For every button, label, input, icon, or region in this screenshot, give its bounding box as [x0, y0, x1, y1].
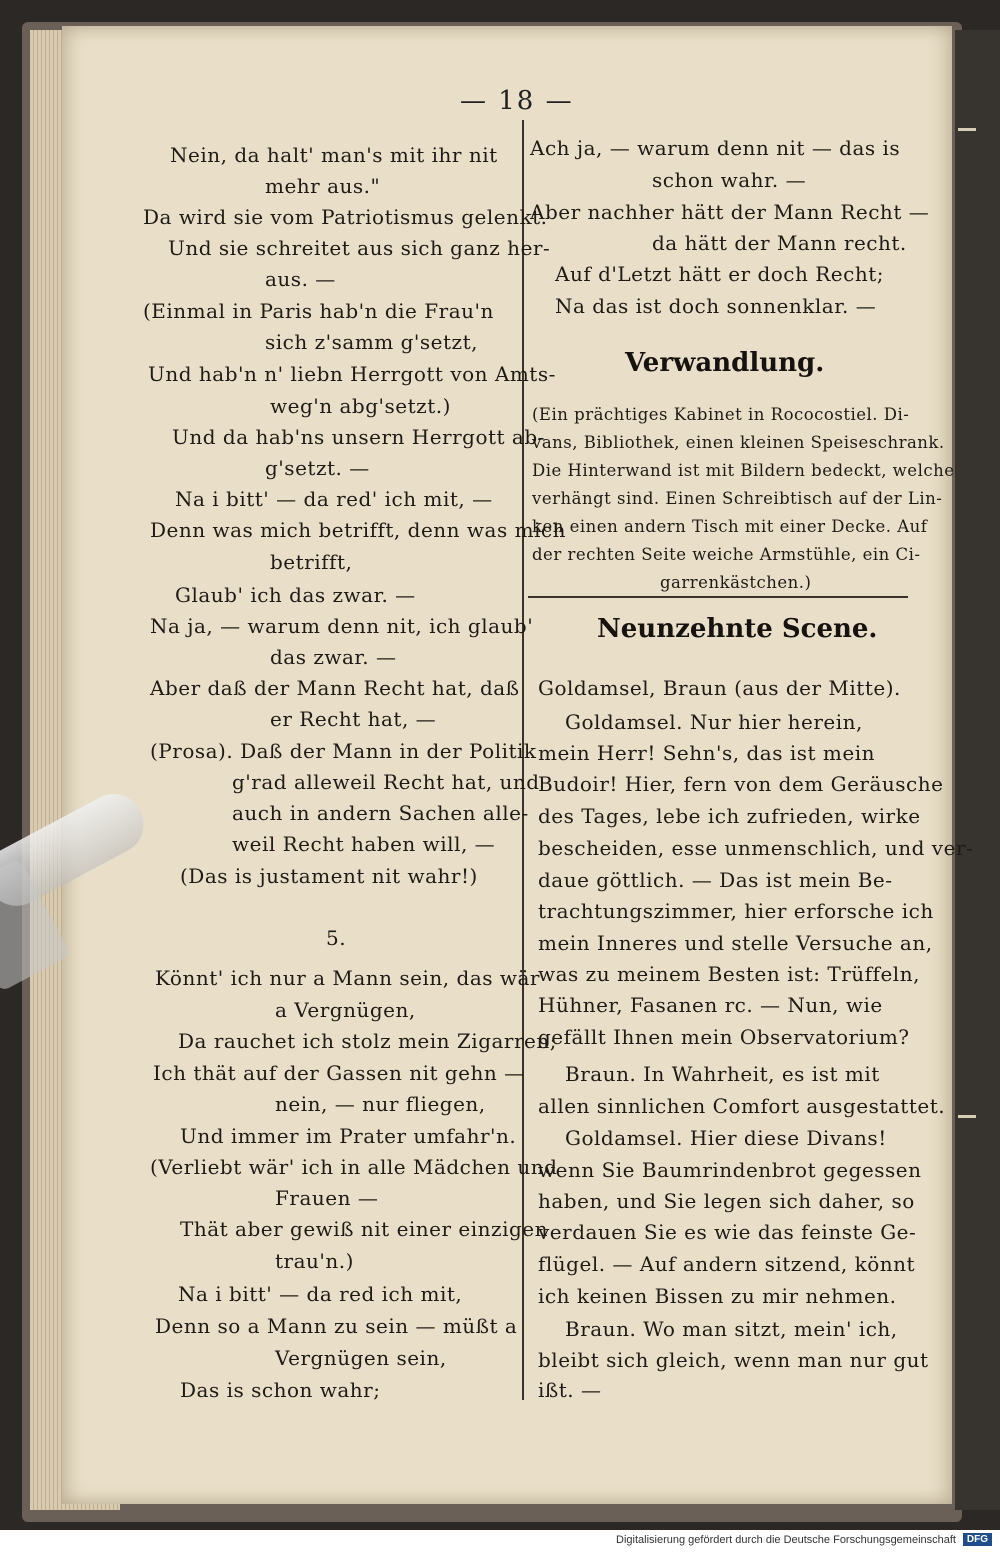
text-line: wenn Sie Baumrindenbrot gegessen — [538, 1158, 922, 1182]
scene-heading: Neunzehnte Scene. — [597, 614, 878, 644]
page-number: — 18 — — [460, 86, 574, 116]
section-divider — [528, 596, 908, 598]
text-line: flügel. — Auf andern sitzend, könnt — [538, 1252, 916, 1276]
transformation-heading: Verwandlung. — [625, 348, 825, 378]
text-line: ken einen andern Tisch mit einer Decke. Auf — [532, 517, 928, 536]
text-line: Die Hinterwand ist mit Bildern bedeckt, welche — [532, 461, 955, 480]
text-line: mein Inneres und stelle Versuche an, — [538, 931, 933, 955]
text-line: weg'n abg'setzt.) — [270, 394, 451, 418]
text-line: Braun. In Wahrheit, es ist mit — [565, 1062, 880, 1086]
text-line: Hühner, Fasanen rc. — Nun, wie — [538, 993, 883, 1017]
text-line: Goldamsel, Braun (aus der Mitte). — [538, 676, 901, 700]
page-tick-mark — [958, 128, 976, 131]
text-line: ißt. — — [538, 1378, 602, 1402]
text-line: nein, — nur fliegen, — [275, 1092, 486, 1116]
text-line: Denn so a Mann zu sein — müßt a — [155, 1314, 518, 1338]
text-line: mein Herr! Sehn's, das ist mein — [538, 741, 875, 765]
text-line: a Vergnügen, — [275, 998, 416, 1022]
dfg-logo: DFG — [963, 1533, 992, 1546]
text-line: er Recht hat, — — [270, 707, 437, 731]
text-line: Goldamsel. Hier diese Divans! — [565, 1126, 887, 1150]
text-line: da hätt der Mann recht. — [652, 231, 907, 255]
text-line: Na i bitt' — da red ich mit, — [178, 1282, 463, 1306]
text-line: mehr aus." — [265, 174, 381, 198]
text-line: (Verliebt wär' ich in alle Mädchen und — [150, 1155, 558, 1179]
text-line: Und immer im Prater umfahr'n. — [180, 1124, 517, 1148]
text-line: Und da hab'ns unsern Herrgott ab- — [172, 425, 545, 449]
text-line: der rechten Seite weiche Armstühle, ein Ci- — [532, 545, 921, 564]
text-line: 5. — [326, 926, 347, 950]
text-line: (Einmal in Paris hab'n die Frau'n — [143, 299, 494, 323]
text-line: Budoir! Hier, fern von dem Geräusche — [538, 772, 944, 796]
text-line: sich z'samm g'setzt, — [265, 330, 478, 354]
text-line: trau'n.) — [275, 1249, 354, 1273]
text-line: betrifft, — [270, 550, 353, 574]
text-line: garrenkästchen.) — [660, 573, 812, 592]
text-line: aus. — — [265, 267, 336, 291]
page-tick-mark — [958, 1115, 976, 1118]
text-line: allen sinnlichen Comfort ausgestattet. — [538, 1094, 946, 1118]
text-line: schon wahr. — — [652, 168, 807, 192]
text-line: bescheiden, esse unmenschlich, und ver- — [538, 836, 974, 860]
text-line: g'rad alleweil Recht hat, und — [232, 770, 540, 794]
text-line: Braun. Wo man sitzt, mein' ich, — [565, 1317, 898, 1341]
text-line: Vergnügen sein, — [275, 1346, 447, 1370]
footer-credit: Digitalisierung gefördert durch die Deutsche Forschungsgemeinschaft — [616, 1534, 956, 1546]
text-line: Auf d'Letzt hätt er doch Recht; — [555, 262, 884, 286]
text-line: Da rauchet ich stolz mein Zigarren; — [178, 1029, 557, 1053]
text-line: Könnt' ich nur a Mann sein, das wär — [155, 966, 540, 990]
text-line: ich keinen Bissen zu mir nehmen. — [538, 1284, 897, 1308]
text-line: (Prosa). Daß der Mann in der Politik — [150, 739, 537, 763]
text-line: Aber daß der Mann Recht hat, daß — [150, 676, 520, 700]
text-line: Das is schon wahr; — [180, 1378, 381, 1402]
text-line: Aber nachher hätt der Mann Recht — — [530, 200, 930, 224]
text-line: Thät aber gewiß nit einer einzigen — [180, 1217, 548, 1241]
text-line: Ach ja, — warum denn nit — das is — [530, 136, 901, 160]
text-line: das zwar. — — [270, 645, 397, 669]
text-line: des Tages, lebe ich zufrieden, wirke — [538, 804, 921, 828]
text-line: Na das ist doch sonnenklar. — — [555, 294, 877, 318]
text-line: (Ein prächtiges Kabinet in Rococostiel. Di- — [532, 405, 910, 424]
text-line: Und sie schreitet aus sich ganz her- — [168, 236, 551, 260]
text-line: Glaub' ich das zwar. — — [175, 583, 416, 607]
text-line: Goldamsel. Nur hier herein, — [565, 710, 863, 734]
text-line: Frauen — — [275, 1186, 379, 1210]
text-line: haben, und Sie legen sich daher, so — [538, 1189, 915, 1213]
text-line: Denn was mich betrifft, denn was mich — [150, 518, 567, 542]
text-line: daue göttlich. — Das ist mein Be- — [538, 868, 893, 892]
text-line: gefällt Ihnen mein Observatorium? — [538, 1025, 910, 1049]
text-line: g'setzt. — — [265, 456, 370, 480]
text-line: Ich thät auf der Gassen nit gehn — — [153, 1061, 525, 1085]
text-line: verhängt sind. Einen Schreibtisch auf der Lin- — [532, 489, 943, 508]
text-line: auch in andern Sachen alle- — [232, 801, 529, 825]
text-line: verdauen Sie es wie das feinste Ge- — [538, 1220, 917, 1244]
text-line: Na i bitt' — da red' ich mit, — — [175, 487, 493, 511]
text-line: vans, Bibliothek, einen kleinen Speiseschrank. — [532, 433, 945, 452]
text-line: bleibt sich gleich, wenn man nur gut — [538, 1348, 929, 1372]
binding-strip — [955, 30, 1000, 1510]
text-line: (Das is justament nit wahr!) — [180, 864, 478, 888]
text-line: Und hab'n n' liebn Herrgott von Amts- — [148, 362, 556, 386]
footer-bar — [0, 1530, 1000, 1554]
text-line: weil Recht haben will, — — [232, 832, 496, 856]
text-line: Nein, da halt' man's mit ihr nit — [170, 143, 498, 167]
text-line: Da wird sie vom Patriotismus gelenkt. — [143, 205, 548, 229]
text-line: Na ja, — warum denn nit, ich glaub' — [150, 614, 534, 638]
text-line: trachtungszimmer, hier erforsche ich — [538, 899, 934, 923]
text-line: was zu meinem Besten ist: Trüffeln, — [538, 962, 920, 986]
